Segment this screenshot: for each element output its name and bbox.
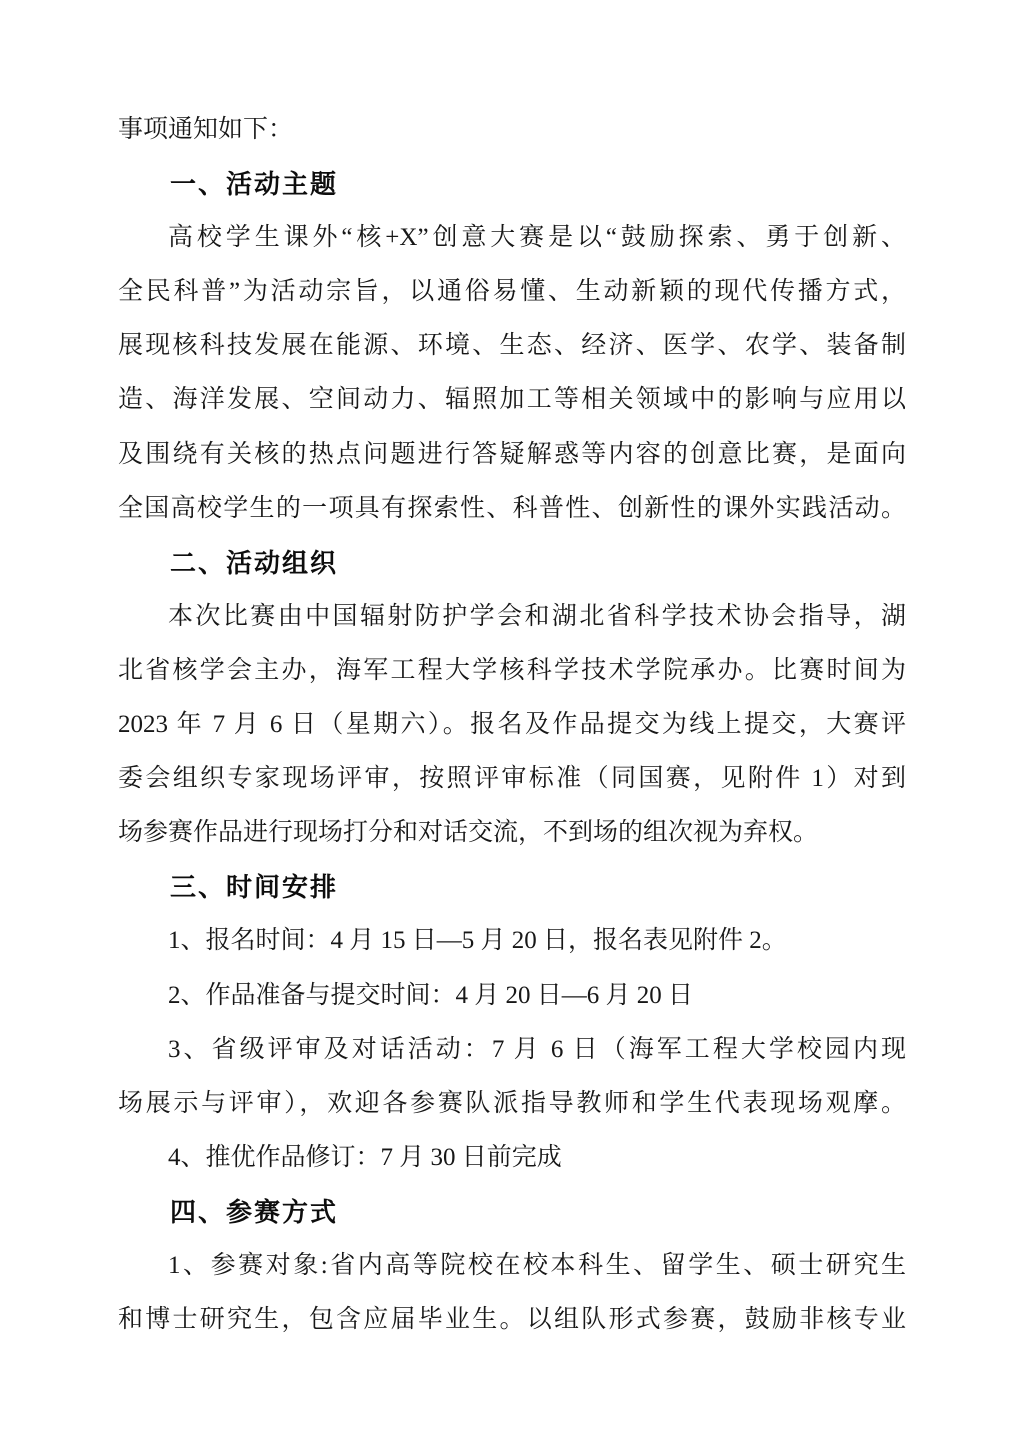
- text-line: 北省核学会主办，海军工程大学核科学技术学院承办。比赛时间为: [118, 656, 906, 684]
- text-line: 本次比赛由中国辐射防护学会和湖北省科学技术协会指导，湖: [168, 602, 906, 630]
- text-line: 造、海洋发展、空间动力、辐照加工等相关领域中的影响与应用以: [118, 386, 906, 414]
- list-item-eligibility: 1、参赛对象:省内高等院校在校本科生、留学生、硕士研究生: [168, 1251, 906, 1279]
- text-line: 高校学生课外“核+X”创意大赛是以“鼓励探索、勇于创新、: [168, 224, 906, 252]
- text-line: 委会组织专家现场评审，按照评审标准（同国赛，见附件 1）对到: [118, 765, 906, 793]
- list-item-submission-time: 2、作品准备与提交时间：4 月 20 日—6 月 20 日: [168, 981, 694, 1009]
- list-item-revision-deadline: 4、推优作品修订：7 月 30 日前完成: [168, 1143, 562, 1171]
- section-heading-2-organization: 二、活动组织: [170, 547, 339, 578]
- text-line: 场参赛作品进行现场打分和对话交流，不到场的组次视为弃权。: [118, 819, 819, 847]
- section-heading-3-schedule: 三、时间安排: [170, 872, 339, 903]
- list-item-provincial-review: 3、省级评审及对话活动：7 月 6 日（海军工程大学校园内现: [168, 1035, 906, 1063]
- section-heading-4-participation: 四、参赛方式: [170, 1196, 339, 1227]
- text-line: 场展示与评审），欢迎各参赛队派指导教师和学生代表现场观摩。: [118, 1089, 906, 1117]
- list-item-registration-time: 1、报名时间：4 月 15 日—5 月 20 日，报名表见附件 2。: [168, 927, 787, 955]
- text-line: 2023 年 7 月 6 日（星期六）。报名及作品提交为线上提交，大赛评: [118, 711, 906, 739]
- section-heading-1-theme: 一、活动主题: [170, 169, 339, 200]
- text-line: 事项通知如下：: [118, 116, 294, 143]
- text-line: 和博士研究生，包含应届毕业生。以组队形式参赛，鼓励非核专业: [118, 1306, 906, 1334]
- document-text-block: [118, 103, 906, 1347]
- text-line: 全民科普”为活动宗旨，以通俗易懂、生动新颖的现代传播方式，: [118, 278, 906, 306]
- text-line: 展现核科技发展在能源、环境、生态、经济、医学、农学、装备制: [118, 332, 906, 360]
- text-line: 全国高校学生的一项具有探索性、科普性、创新性的课外实践活动。: [118, 494, 906, 522]
- text-line: 及围绕有关核的热点问题进行答疑解惑等内容的创意比赛，是面向: [118, 440, 906, 468]
